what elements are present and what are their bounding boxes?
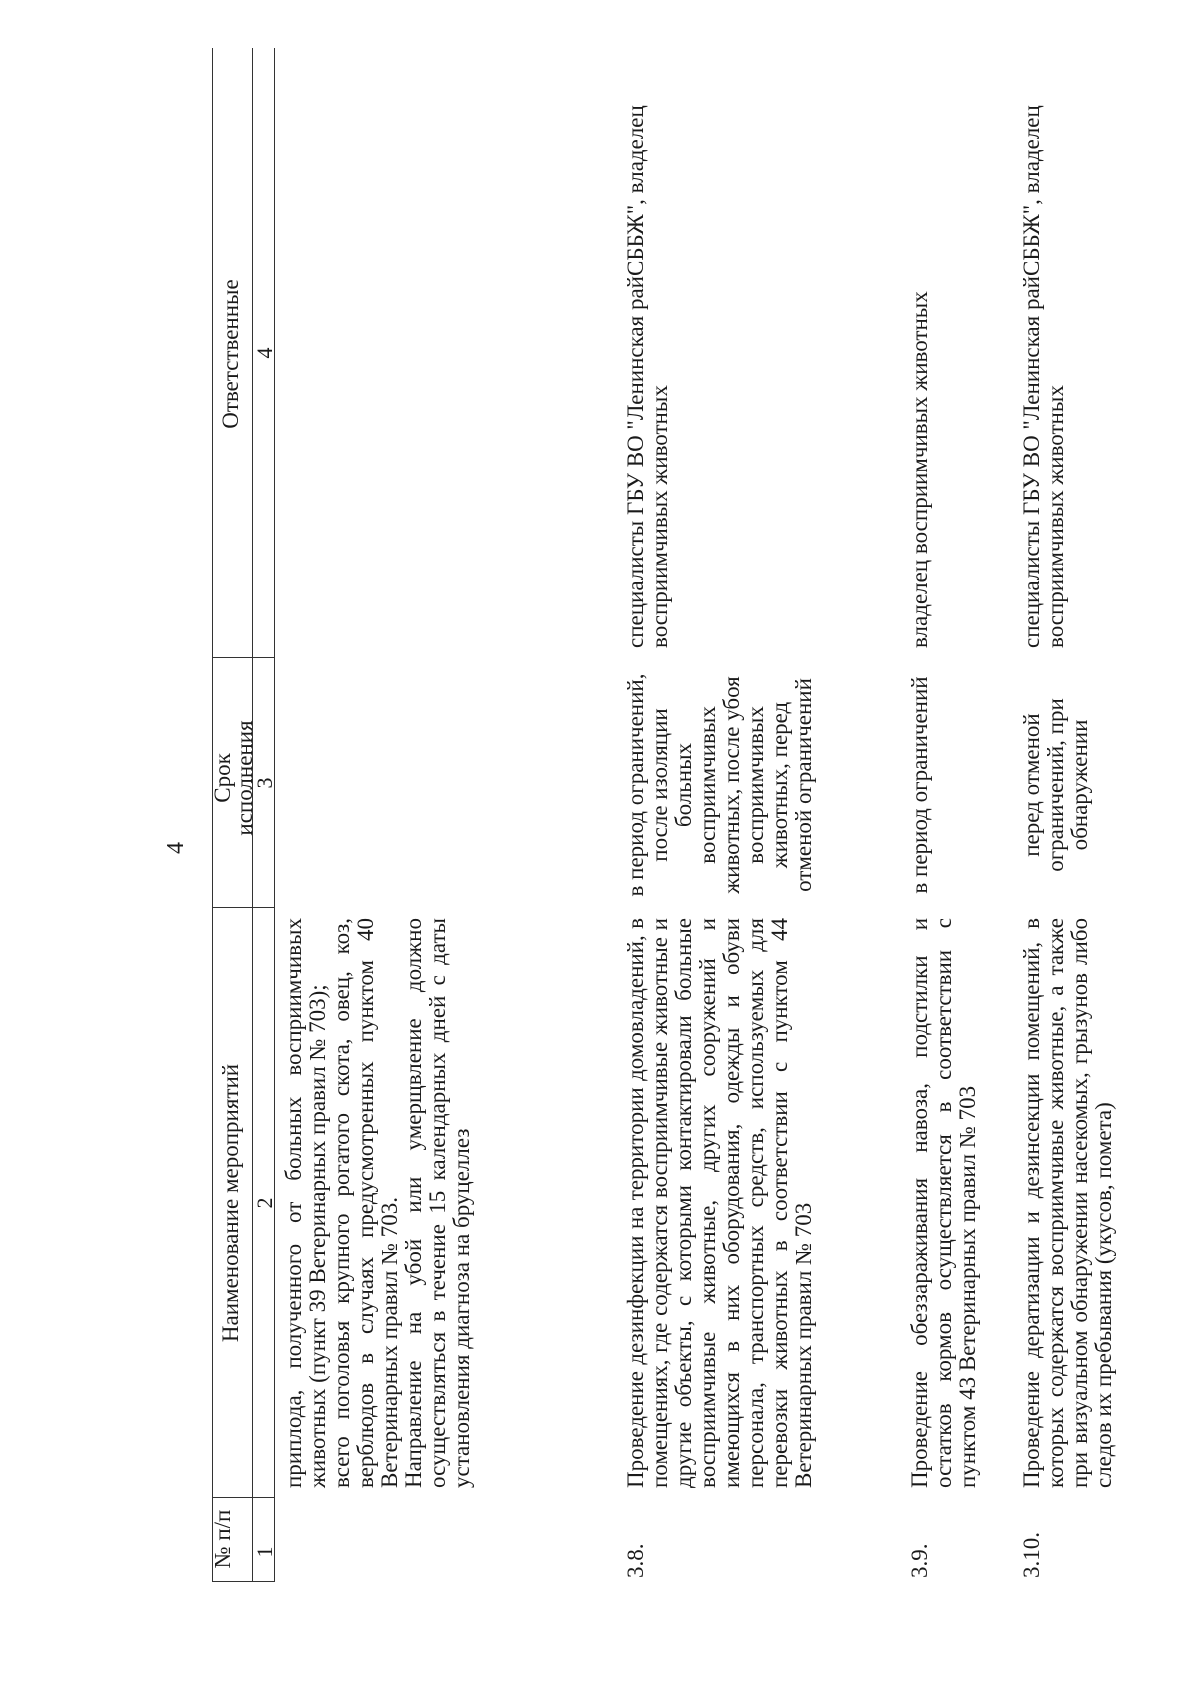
column-number-2: 2 bbox=[252, 1197, 277, 1209]
row-responsible: специалисты ГБУ ВО "Ленинская райСББЖ", владелец восприимчивых животных bbox=[1019, 105, 1068, 648]
row-responsible: специалисты ГБУ ВО "Ленинская райСББЖ", владелец восприимчивых животных bbox=[623, 105, 672, 648]
continuation-paragraph-2: всего поголовья крупного рогатого скота, овец, коз, верблюдов в случаях предусмотренных пунктом 40 Ветеринарных правил № 703. bbox=[329, 918, 402, 1488]
column-number-3: 3 bbox=[252, 777, 277, 789]
column-number-1: 1 bbox=[252, 1546, 277, 1558]
document-page bbox=[150, 48, 1200, 1648]
header-responsible: Ответственные bbox=[218, 279, 243, 429]
page-number: 4 bbox=[163, 842, 189, 854]
continuation-paragraph-3: Направление на убой или умерщвление должно осуществляться в течение 15 календарных дней с даты установления диагноза на бруцеллез bbox=[401, 918, 474, 1488]
row-deadline: в период ограничений bbox=[907, 676, 932, 894]
row-deadline: в период ограничений, после изоляции больных восприимчивых животных, после убоя восприимчивых животных, перед отменой ограничений bbox=[623, 673, 816, 897]
continuation-paragraph-1: приплода, полученного от больных восприимчивых животных (пункт 39 Ветеринарных правил № 703); bbox=[281, 918, 330, 1488]
header-num: № п/п bbox=[210, 1509, 235, 1569]
header-measure: Наименование мероприятий bbox=[218, 1063, 243, 1343]
continuation-measure bbox=[282, 918, 474, 1488]
header-deadline: Срок исполнения bbox=[210, 720, 257, 836]
row-measure: Проведение дератизации и дезинсекции помещений, в которых содержатся восприимчивые животные, а также при визуальном обнаружении насекомых, грызунов либо следов их пребывания (укусов, помета) bbox=[1019, 918, 1116, 1488]
row-responsible: владелец восприимчивых животных bbox=[907, 291, 932, 648]
row-number: 3.10. bbox=[1019, 1532, 1044, 1578]
column-number-4: 4 bbox=[252, 347, 277, 359]
row-measure: Проведение дезинфекции на территории домовладений, в помещениях, где содержатся восприимчивые животные и другие объекты, с которыми контактировали больные восприимчивые животные, других сооружений и имеющихся в них оборудования, одежды и обуви персонала, транспортных средств, используемых для перевозки животных в соответствии с пунктом 44 Ветеринарных правил № 703 bbox=[623, 918, 816, 1488]
row-number: 3.8. bbox=[623, 1543, 648, 1578]
row-deadline: перед отменой ограничений, при обнаружении bbox=[1019, 698, 1092, 872]
row-measure: Проведение обеззараживания навоза, подстилки и остатков кормов осуществляется в соответствии с пунктом 43 Ветеринарных правил № 703 bbox=[907, 918, 980, 1488]
row-number: 3.9. bbox=[907, 1543, 932, 1578]
